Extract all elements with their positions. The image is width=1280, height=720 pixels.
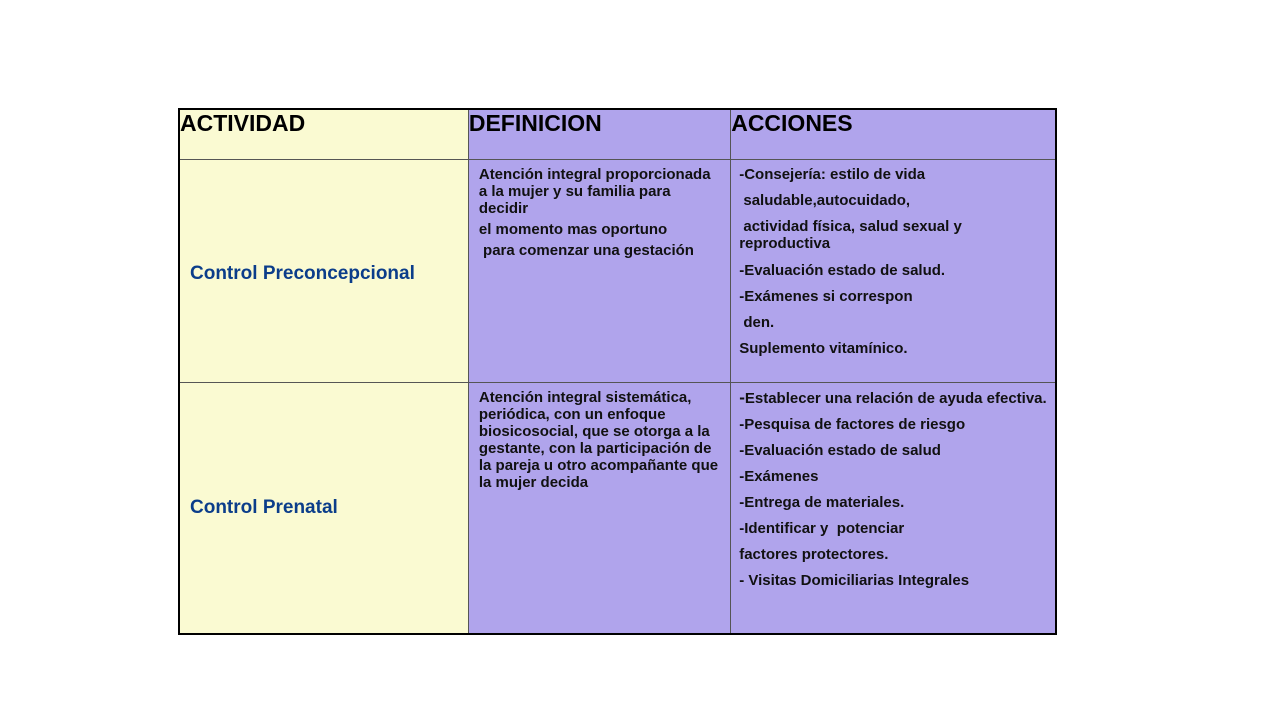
accion-item	[739, 389, 1047, 407]
table-row	[179, 383, 1056, 635]
accion-item: -Identificar y potenciar	[739, 520, 905, 537]
header-row	[179, 109, 1056, 160]
accion-item: -Exámenes si correspon	[739, 288, 913, 305]
accion-item: -Exámenes	[739, 468, 819, 485]
header-definicion: DEFINICION	[468, 109, 730, 160]
definicion-cell	[468, 383, 730, 635]
accion-item: - Visitas Domiciliarias Integrales	[739, 572, 970, 589]
accion-item: actividad física, salud sexual y reproductiva	[739, 218, 966, 252]
accion-item: -Pesquisa de factores de riesgo	[739, 416, 966, 433]
actividad-cell	[179, 160, 468, 383]
header-acciones: ACCIONES	[731, 109, 1056, 160]
header-actividad: ACTIVIDAD	[179, 109, 468, 160]
accion-item: -Consejería: estilo de vida	[739, 166, 926, 183]
accion-item: factores protectores.	[739, 546, 889, 563]
actividad-cell	[179, 383, 468, 635]
accion-item: den.	[739, 314, 775, 331]
acciones-cell	[731, 160, 1056, 383]
accion-text: Establecer una relación de ayuda efectiva.	[744, 390, 1047, 407]
accion-item: -Entrega de materiales.	[739, 494, 905, 511]
definicion-line: Atención integral proporcionada a la mujer y su familia para decidir	[478, 166, 711, 217]
accion-dash: -	[739, 388, 745, 407]
table-row	[179, 160, 1056, 383]
accion-item: -Evaluación estado de salud	[739, 442, 941, 459]
definicion-line: para comenzar una gestación	[478, 242, 694, 259]
acciones-cell	[731, 383, 1056, 635]
definicion-cell	[468, 160, 730, 383]
actividad-label: Control Prenatal	[190, 497, 338, 518]
accion-item: Suplemento vitamínico.	[739, 340, 908, 357]
accion-item: -Evaluación estado de salud.	[739, 262, 946, 279]
definicion-line: Atención integral sistemática, periódica, con un enfoque biosicosocial, que se otorga a la gestante, con la participación de la pareja u otro acompañante que la mujer decida	[478, 389, 719, 491]
activities-table	[178, 108, 1057, 635]
accion-item: saludable,autocuidado,	[739, 192, 911, 209]
definicion-line: el momento mas oportuno	[478, 221, 668, 238]
actividad-label: Control Preconcepcional	[190, 263, 415, 284]
